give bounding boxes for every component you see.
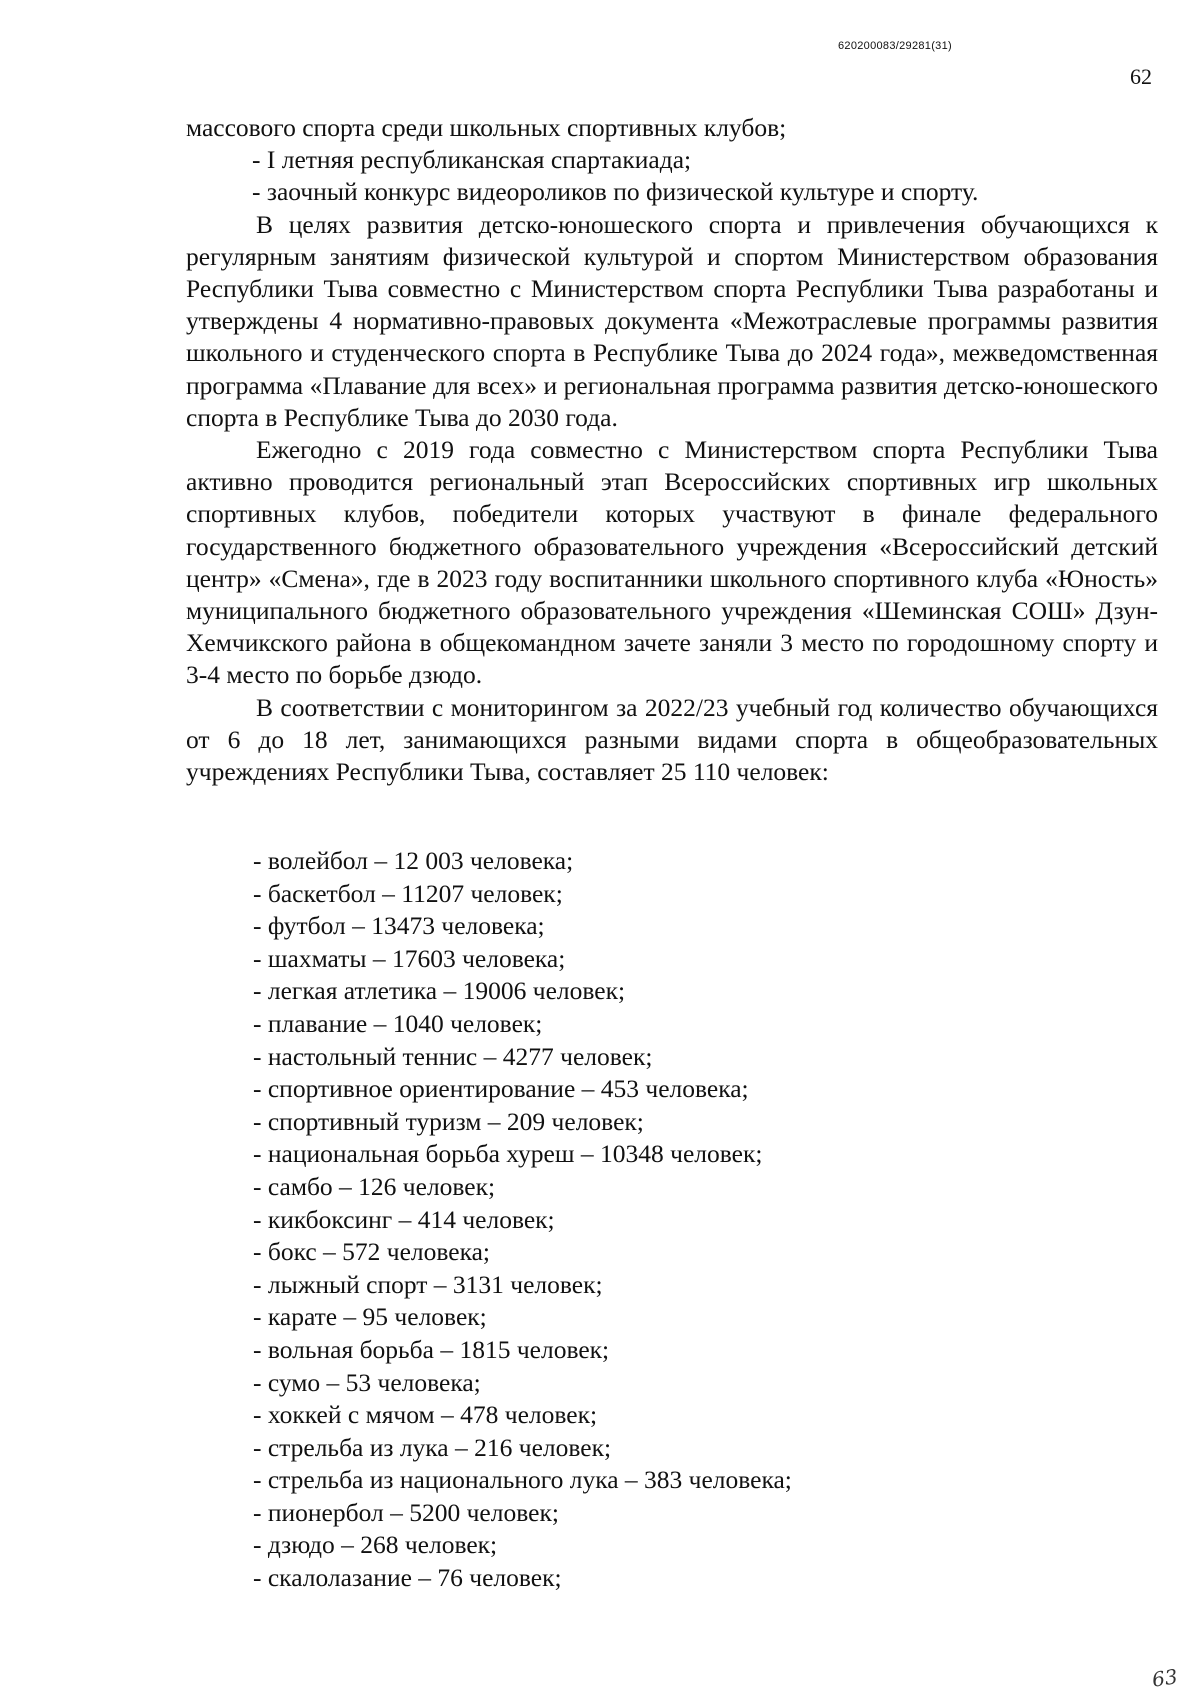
list-item: - бокс – 572 человека; bbox=[253, 1237, 491, 1267]
list-item: - хоккей с мячом – 478 человек; bbox=[253, 1400, 598, 1430]
list-item: - спортивное ориентирование – 453 человека; bbox=[253, 1074, 749, 1104]
list-item: - стрельба из национального лука – 383 человека; bbox=[253, 1465, 792, 1495]
list-item: - дзюдо – 268 человек; bbox=[253, 1530, 498, 1560]
document-id: 620200083/29281(31) bbox=[838, 40, 952, 52]
list-item: - футбол – 13473 человека; bbox=[253, 911, 545, 941]
list-item: - национальная борьба хуреш – 10348 человек; bbox=[253, 1139, 763, 1169]
list-item: - спортивный туризм – 209 человек; bbox=[253, 1106, 644, 1136]
list-item: - стрельба из лука – 216 человек; bbox=[253, 1432, 612, 1462]
list-item: - вольная борьба – 1815 человек; bbox=[253, 1334, 610, 1364]
bullet-spartakiada: - I летняя республиканская спартакиада; bbox=[252, 145, 692, 175]
list-item: - волейбол – 12 003 человека; bbox=[253, 846, 574, 875]
paragraph-programs: В целях развития детско-юношеского спорта и привлечения обучающихся к регулярным занятиям физической культурой и спортом Министерством образования Республики Тыва совместно с Министерством спорта Республики Тыва разработаны и утверждены 4 нормативно-правовых документа «Межотраслевые программы развития школьного и студенческого спорта в Республике Тыва до 2024 года», межведомственная программа «Плавание для всех» и региональная программа развития детско-юношеского спорта в Республике Тыва до 2030 года. bbox=[186, 209, 1158, 432]
list-item: - кикбоксинг – 414 человек; bbox=[253, 1204, 555, 1234]
list-item: - пионербол – 5200 человек; bbox=[253, 1497, 559, 1527]
list-item: - шахматы – 17603 человека; bbox=[253, 943, 566, 973]
document-body bbox=[186, 112, 1158, 788]
list-item: - скалолазание – 76 человек; bbox=[253, 1563, 562, 1593]
handwritten-page-mark: 63 bbox=[1150, 1664, 1179, 1692]
sports-list bbox=[253, 845, 1133, 1595]
page-number: 62 bbox=[1130, 64, 1152, 89]
list-item: - карате – 95 человек; bbox=[253, 1302, 487, 1332]
list-item: - сумо – 53 человека; bbox=[253, 1367, 481, 1397]
paragraph-monitoring: В соответствии с мониторингом за 2022/23 учебный год количество обучающихся от 6 до 18 лет, занимающихся разными видами спорта в общеобразовательных учреждениях Республики Тыва, составляет 25 110 человек: bbox=[186, 692, 1158, 787]
list-item: - самбо – 126 человек; bbox=[253, 1171, 496, 1201]
paragraph-school-games: Ежегодно с 2019 года совместно с Министерством спорта Республики Тыва активно проводится региональный этап Всероссийских спортивных игр школьных спортивных клубов, победители которых участвуют в финале федерального государственного бюджетного образовательного учреждения «Всероссийский детский центр» «Смена», где в 2023 году воспитанники школьного спортивного клуба «Юность» муниципального бюджетного образовательного учреждения «Шеминская СОШ» Дзун-Хемчикского района в общекомандном зачете заняли 3 место по городошному спорту и 3-4 место по борьбе дзюдо. bbox=[186, 435, 1158, 690]
list-item: - легкая атлетика – 19006 человек; bbox=[253, 976, 626, 1006]
list-item: - лыжный спорт – 3131 человек; bbox=[253, 1269, 603, 1299]
continued-line: массового спорта среди школьных спортивных клубов; bbox=[186, 113, 787, 142]
list-item: - плавание – 1040 человек; bbox=[253, 1008, 543, 1038]
list-item: - настольный теннис – 4277 человек; bbox=[253, 1041, 653, 1071]
list-item: - баскетбол – 11207 человек; bbox=[253, 878, 563, 908]
bullet-video-contest: - заочный конкурс видеороликов по физической культуре и спорту. bbox=[252, 177, 979, 207]
